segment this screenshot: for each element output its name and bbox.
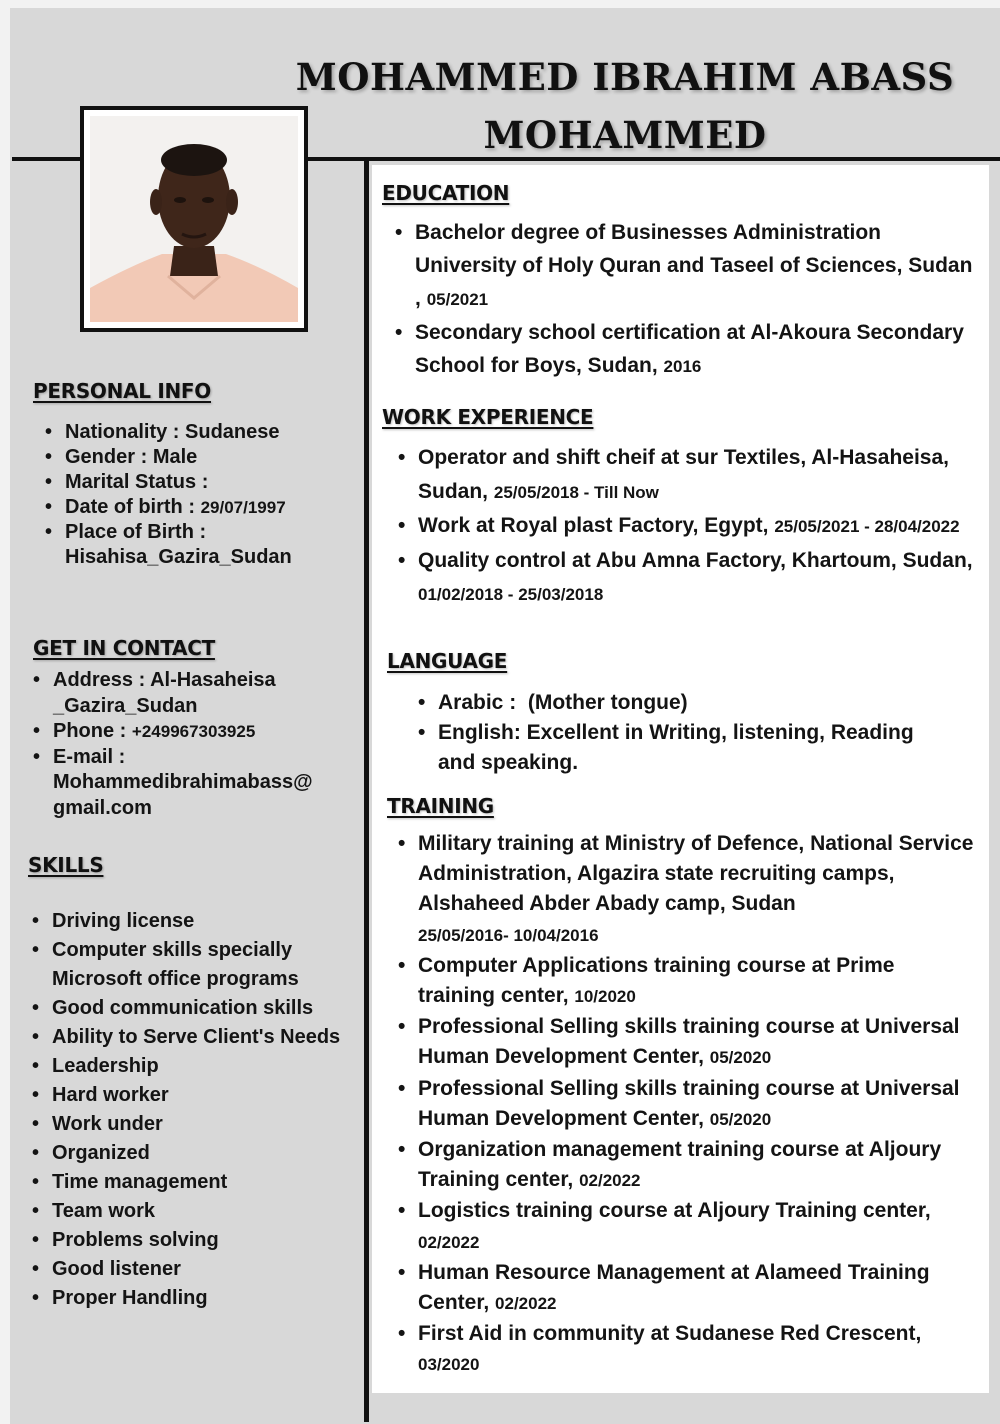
skill-item: • Leadership <box>30 1052 350 1081</box>
training-text: Professional Selling skills training course at Universal Human Development Center, <box>418 1076 960 1130</box>
list-item: • Date of birth : 29/07/1997 <box>43 495 358 520</box>
phone-value: +249967303925 <box>131 722 256 741</box>
skills-list <box>30 907 350 1313</box>
personal-info-list <box>43 420 358 570</box>
work-title: WORK EXPERIENCE <box>382 405 594 429</box>
skill-item: • Hard worker <box>30 1081 350 1110</box>
training-text: First Aid in community at Sudanese Red Crescent, <box>418 1322 922 1346</box>
training-text: Professional Selling skills training course at Universal Human Development Center, <box>418 1015 960 1069</box>
marital-status-label: Marital Status <box>65 471 197 493</box>
address-line-2: _Gazira_Sudan <box>53 694 198 717</box>
education-date: 05/2021 <box>426 290 489 309</box>
education-date: 2016 <box>663 357 702 376</box>
skill-item: • Problems solving <box>30 1226 350 1255</box>
profile-photo-frame <box>80 106 308 332</box>
language-item: • English: Excellent in Writing, listening, Reading and speaking. <box>416 718 956 778</box>
education-title: EDUCATION <box>382 181 510 205</box>
email-line-1: Mohammedibrahimabass@ <box>53 771 313 793</box>
work-item <box>396 544 976 612</box>
training-item <box>396 1258 976 1319</box>
gender-value: Male <box>152 446 198 468</box>
skill-item: • Proper Handling <box>30 1284 350 1313</box>
dob-label: Date of birth <box>65 496 183 518</box>
training-text: Logistics training course at Aljoury Training center, <box>418 1199 931 1223</box>
profile-photo-icon <box>90 116 298 322</box>
nationality-value: Sudanese <box>185 421 280 443</box>
work-date: 01/02/2018 - 25/03/2018 <box>418 585 604 604</box>
training-date: 02/2022 <box>495 1294 557 1314</box>
training-date: 25/05/2016- 10/04/2016 <box>418 925 599 945</box>
training-text: Computer Applications training course at Prime training center, <box>418 953 895 1008</box>
education-item <box>393 316 973 383</box>
training-item <box>396 829 976 951</box>
education-text: Secondary school certification at Al-Akoura Secondary School for Boys, Sudan, <box>415 321 964 377</box>
nationality-label: Nationality <box>65 421 168 443</box>
phone-label: Phone <box>53 720 115 742</box>
work-text: Quality control at Abu Amna Factory, Khartoum, Sudan, <box>418 548 973 572</box>
training-item <box>396 1319 976 1380</box>
training-title: TRAINING <box>387 794 494 818</box>
language-list <box>416 688 956 778</box>
training-date: 02/2022 <box>579 1171 641 1191</box>
education-text: Bachelor degree of Businesses Administration University of Holy Quran and Taseel of Sciences, Sudan , <box>415 221 973 310</box>
training-date: 05/2020 <box>709 1048 772 1068</box>
skills-title: SKILLS <box>28 853 104 877</box>
work-list <box>396 441 976 612</box>
address-item: • Address : Al-Hasaheisa _Gazira_Sudan <box>31 668 361 719</box>
column-divider <box>364 157 369 1422</box>
skill-item: • Good communication skills <box>30 994 350 1023</box>
language-value: Excellent in Writing, listening, Reading and speaking. <box>438 721 914 774</box>
training-date: 03/2020 <box>418 1355 480 1375</box>
education-item <box>393 216 973 316</box>
birthplace-label: Place of Birth <box>65 521 194 543</box>
work-text: Work at Royal plast Factory, Egypt, <box>418 514 769 537</box>
skill-item: • Computer skills specially Microsoft office programs <box>30 936 350 994</box>
education-list <box>393 216 973 383</box>
work-date: 25/05/2021 - 28/04/2022 <box>774 517 960 536</box>
dob-value: 29/07/1997 <box>200 498 286 517</box>
work-date: 25/05/2018 - Till Now <box>493 482 659 502</box>
list-item: • Nationality : Sudanese <box>43 420 358 445</box>
gender-label: Gender <box>65 446 136 468</box>
training-item <box>396 1012 976 1073</box>
work-item <box>396 509 976 544</box>
training-item <box>396 1074 976 1135</box>
address-label: Address <box>53 669 134 691</box>
personal-info-title: PERSONAL INFO <box>33 379 211 403</box>
training-text: Organization management training course at Aljoury Training center, <box>418 1138 942 1192</box>
phone-item: • Phone : +249967303925 <box>31 719 361 745</box>
skill-item: • Good listener <box>30 1255 350 1284</box>
skill-item: • Work under <box>30 1110 350 1139</box>
skill-item: • Ability to Serve Client's Needs <box>30 1023 350 1052</box>
skill-item: • Organized <box>30 1139 350 1168</box>
training-item <box>396 1196 976 1257</box>
contact-list <box>31 668 361 821</box>
list-item: • Marital Status : <box>43 470 358 495</box>
training-text: Human Resource Management at Alameed Training Center, <box>418 1260 930 1315</box>
work-text: Operator and shift cheif at sur Textiles, Al-Hasaheisa, Sudan, <box>418 446 949 503</box>
language-title: LANGUAGE <box>387 649 508 673</box>
language-value: (Mother tongue) <box>527 691 688 714</box>
training-date: 05/2020 <box>709 1109 772 1129</box>
contact-title: GET IN CONTACT <box>33 636 215 660</box>
email-label: E-mail <box>53 745 114 768</box>
name-line-2: MOHAMMED <box>483 113 767 157</box>
language-label: English <box>438 721 514 744</box>
training-date: 10/2020 <box>574 987 636 1007</box>
language-item: • Arabic : (Mother tongue) <box>416 688 956 718</box>
training-item <box>396 1135 976 1196</box>
candidate-name <box>270 48 980 164</box>
list-item: • Place of Birth : Hisahisa_Gazira_Sudan <box>43 520 358 570</box>
language-label: Arabic <box>438 691 504 714</box>
name-line-1: MOHAMMED IBRAHIM ABASS <box>295 55 955 99</box>
work-item <box>396 441 976 509</box>
training-text: Military training at Ministry of Defence, National Service Administration, Algazira state recruiting camps, Alshaheed Abder Abady camp, Sudan <box>418 832 974 916</box>
training-item <box>396 951 976 1012</box>
skill-item: • Team work <box>30 1197 350 1226</box>
skill-item: • Time management <box>30 1168 350 1197</box>
skill-item: • Driving license <box>30 907 350 936</box>
address-line-1: Al-Hasaheisa <box>150 669 276 691</box>
list-item: • Gender : Male <box>43 445 358 470</box>
email-line-2: gmail.com <box>53 796 152 819</box>
email-item: • E-mail : Mohammedibrahimabass@ gmail.com <box>31 745 361 822</box>
training-date: 02/2022 <box>418 1232 480 1252</box>
training-list <box>396 829 976 1381</box>
birthplace-value: Hisahisa_Gazira_Sudan <box>65 546 292 568</box>
